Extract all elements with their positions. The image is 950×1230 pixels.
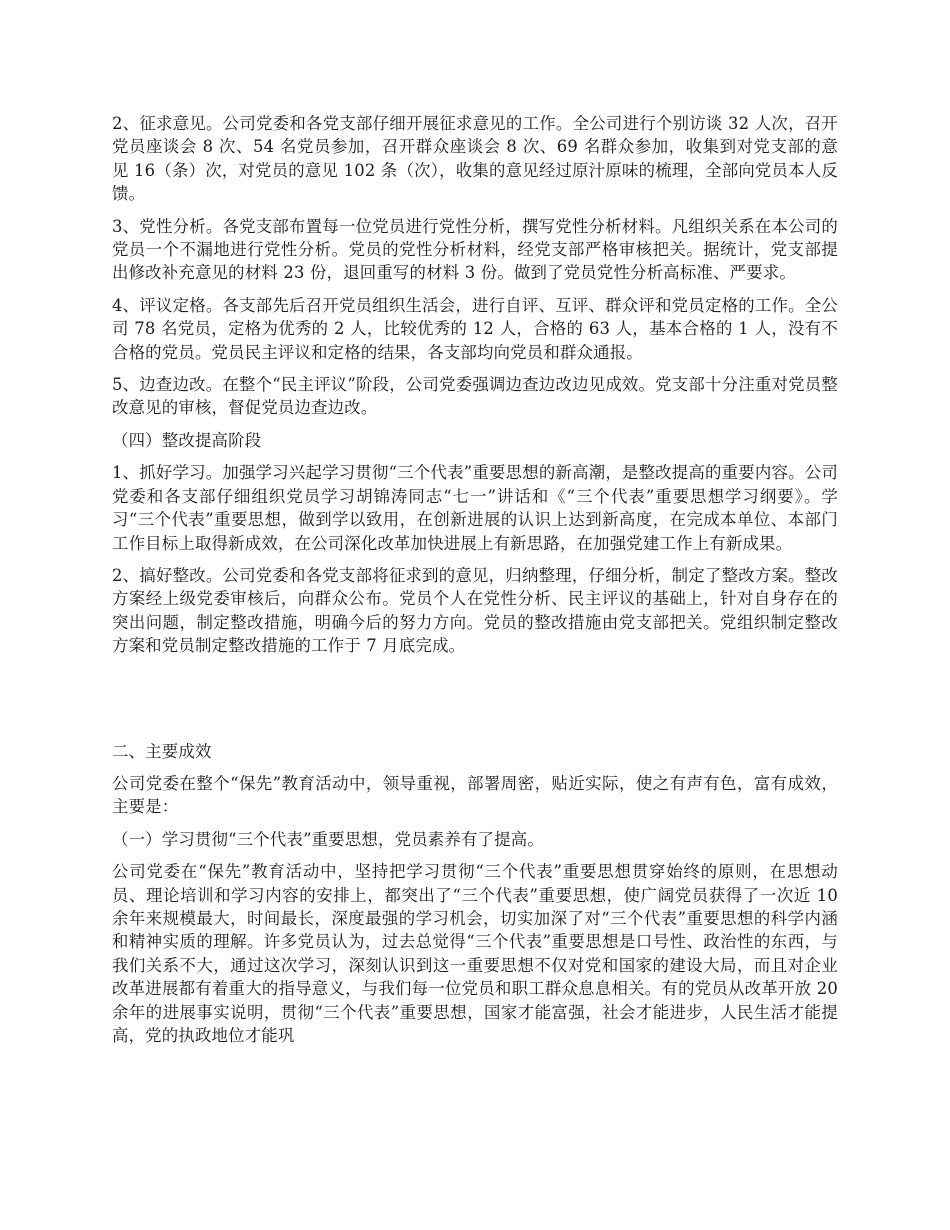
- paragraph-check-and-correct: 5、边查边改。在整个“民主评议”阶段，公司党委强调边查边改边见成效。党支部十分注重对党员整改意见的审核，督促党员边查边改。: [112, 375, 838, 418]
- paragraph-study: 1、抓好学习。加强学习兴起学习贯彻“三个代表”重要思想的新高潮，是整改提高的重要内容。公司党委和各支部仔细组织党员学习胡锦涛同志“七一”讲话和《“三个代表”重要思想学习纲要》。学习“三个代表”重要思想，做到学以致用，在创新进展的认识上达到新高度，在完成本单位、本部门工作目标上取得新成效，在公司深化改革加快进展上有新思路，在加强党建工作上有新成果。: [112, 463, 838, 553]
- paragraph-three-represents-detail: 公司党委在“保先”教育活动中，坚持把学习贯彻“三个代表”重要思想贯穿始终的原则，在思想动员、理论培训和学习内容的安排上，都突出了“三个代表”重要思想，使广阔党员获得了一次近 10 余年来规模最大，时间最长，深度最强的学习机会，切实加深了对“三个代表”重要思想的科学内涵和精神实质的理解。许多党员认为，过去总觉得“三个代表”重要思想是口号性、政治性的东西，与我们关系不大，通过这次学习，深刻认识到这一重要思想不仅对党和国家的建设大局，而且对企业改革进展都有着重大的指导意义，与我们每一位党员和职工群众息息相关。有的党员从改革开放 20 余年的进展事实说明，贯彻“三个代表”重要思想，国家才能富强，社会才能进步，人民生活才能提高，党的执政地位才能巩: [112, 862, 838, 1045]
- paragraph-evaluation-grading: 4、评议定格。各支部先后召开党员组织生活会，进行自评、互评、群众评和党员定格的工作。全公司 78 名党员，定格为优秀的 2 人，比较优秀的 12 人，合格的 63 人，基本合格的 1 人，没有不合格的党员。党员民主评议和定格的结果，各支部均向党员和群众通报。: [112, 295, 838, 362]
- paragraph-rectification: 2、搞好整改。公司党委和各党支部将征求到的意见，归纳整理，仔细分析，制定了整改方案。整改方案经上级党委审核后，向群众公布。党员个人在党性分析、民主评议的基础上，针对自身存在的突出问题，制定整改措施，明确今后的努力方向。党员的整改措施由党支部把关。党组织制定整改方案和党员制定整改措施的工作于 7 月底完成。: [112, 565, 838, 656]
- paragraph-solicit-opinions: 2、征求意见。公司党委和各党支部仔细开展征求意见的工作。全公司进行个别访谈 32 人次，召开党员座谈会 8 次、54 名党员参加，召开群众座谈会 8 次、69 名群众参加，收集到对党支部的意见 16（条）次，对党员的意见 102 条（次），收集的意见经过原汁原味的梳理，全部向党员本人反馈。: [112, 114, 838, 204]
- section-gap: [112, 667, 838, 740]
- paragraph-results-intro: 公司党委在整个“保先”教育活动中，领导重视，部署周密，贴近实际，使之有声有色，富有成效，主要是：: [112, 773, 838, 817]
- section-heading-rectification: （四）整改提高阶段: [112, 430, 262, 450]
- section-heading-main-results: 二、主要成效: [112, 741, 212, 761]
- document-body: [112, 112, 838, 1056]
- paragraph-party-analysis: 3、党性分析。各党支部布置每一位党员进行党性分析，撰写党性分析材料。凡组织关系在本公司的党员一个不漏地进行党性分析。党员的党性分析材料，经党支部严格审核把关。据统计，党支部提出修改补充意见的材料 23 份，退回重写的材料 3 份。做到了党员党性分析高标准、严要求。: [112, 216, 838, 283]
- subsection-heading-three-represents: （一）学习贯彻“三个代表”重要思想，党员素养有了提高。: [112, 829, 544, 849]
